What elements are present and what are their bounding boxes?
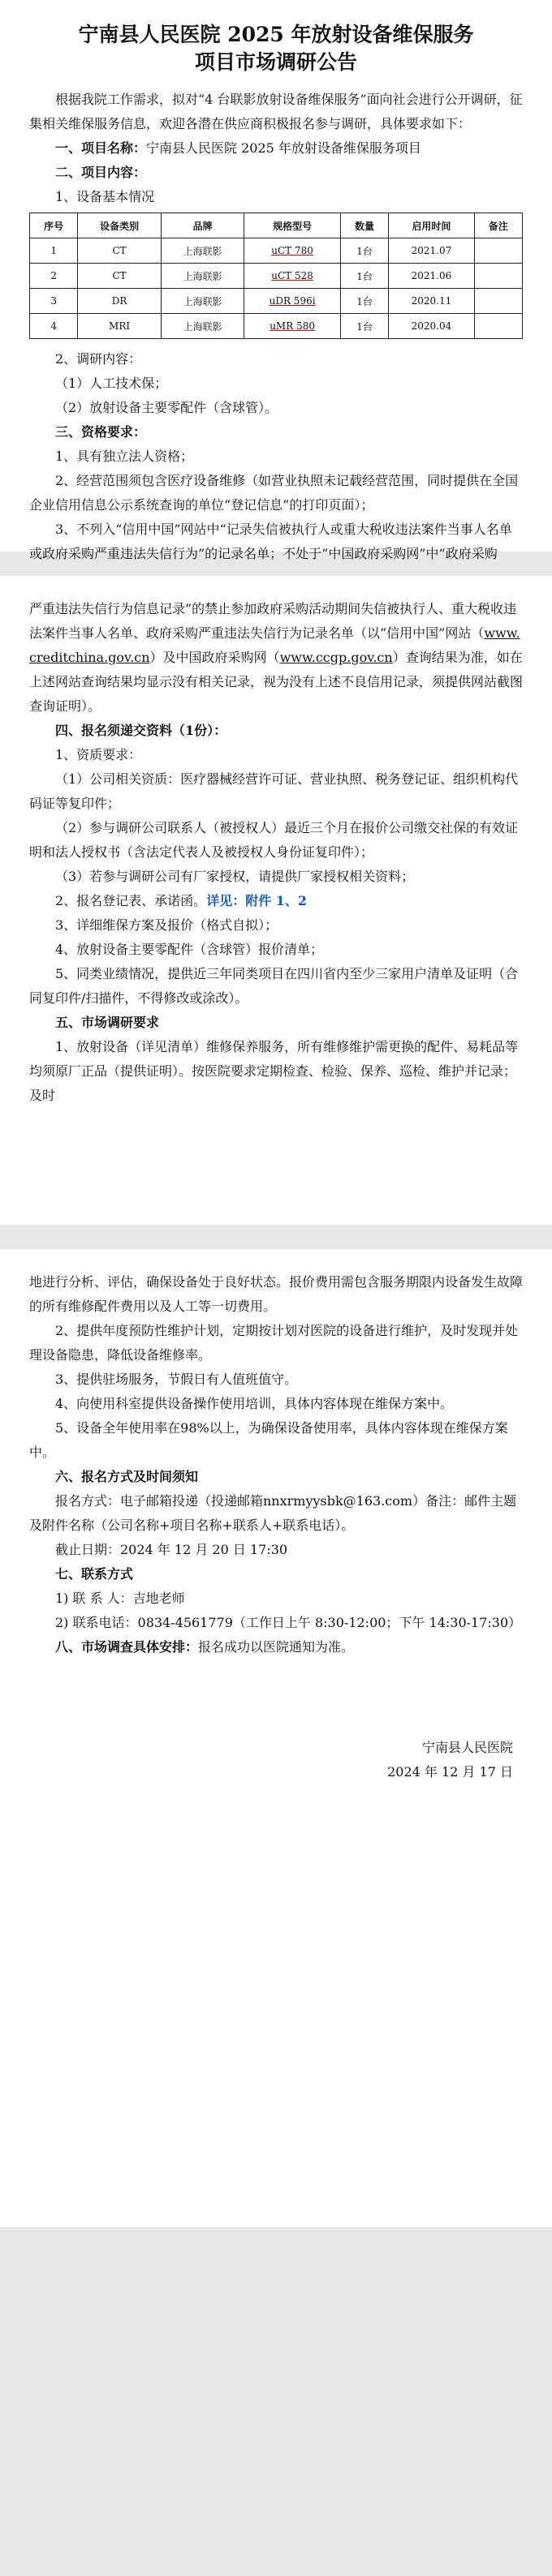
requirement-item-4: 4、向使用科室提供设备操作使用培训，具体内容体现在维保方案中。 (55, 1396, 454, 1411)
cell-model: uCT 528 (244, 264, 341, 289)
cell-brand: 上海联影 (161, 264, 244, 289)
qualification-text: ）及中国政府采购网（ (149, 650, 280, 665)
creditchina-link[interactable]: www.creditchina.gov.cn (29, 625, 520, 665)
cell-category: DR (78, 289, 161, 314)
intro-paragraph: 根据我院工作需求，拟对“4 台联影放射设备维保服务”面向社会进行公开调研，征集相关维保服务信息，欢迎各潜在供应商积极报名参与调研，具体要求如下： (29, 92, 523, 131)
registration-method: 报名方式：电子邮箱投递（投递邮箱nnxrmyysbk@163.com）备注：邮件主题及附件名称（公司名称+项目名称+联系人+联系电话）。 (29, 1493, 517, 1533)
qualification-item-3-part-1: 3、不列入“信用中国”网站中“记录失信被执行人或重大税收违法案件当事人名单或政府采购严重违法失信行为”的记录名单；不处于“中国政府采购网”中“政府采购 (29, 522, 512, 561)
cell-start-date: 2021.06 (389, 264, 474, 289)
cell-remark (474, 314, 522, 339)
cell-model: uCT 780 (244, 238, 341, 264)
materials-item-3: 3、详细维保方案及报价（格式自拟）； (55, 917, 278, 933)
qualification-item-2: 2、经营范围须包含医疗设备维修（如营业执照未记载经营范围，同时提供在全国企业信用信息公示系统查询的单位“登记信息”的打印页面）； (29, 473, 519, 513)
materials-item-4: 4、放射设备主要零配件（含球管）报价清单； (55, 942, 324, 957)
cell-quantity: 1台 (340, 264, 388, 289)
th-quantity: 数量 (340, 213, 388, 238)
title-line-1: 宁南县人民医院 2025 年放射设备维保服务 (78, 23, 474, 46)
section-4-heading: 四、报名须递交资料（1份）： (55, 723, 227, 738)
materials-qual-3: （3）若参与调研公司有厂家授权，请提供厂家授权相关资料； (55, 869, 415, 884)
document-page-2 (0, 576, 552, 1225)
project-name (29, 136, 523, 161)
table-row (30, 289, 523, 314)
materials-sub-1: 1、资质要求： (55, 747, 142, 762)
section-7-heading: 七、联系方式 (55, 1566, 134, 1582)
table-row (30, 264, 523, 289)
section-6-heading: 六、报名方式及时间须知 (55, 1469, 199, 1484)
cell-remark (474, 289, 522, 314)
qualification-text: ）查询结果为准，如在上述网站查询结果均显示没有相关记录，视为没有上述不良信用记录，须提供网站截图查询证明）。 (29, 650, 524, 714)
document-page-3 (0, 1249, 552, 2227)
section-2-sub-2: 2、调研内容： (55, 351, 142, 367)
cell-category: CT (78, 238, 161, 264)
cell-index: 2 (30, 264, 78, 289)
cell-index: 3 (30, 289, 78, 314)
materials-qual-2: （2）参与调研公司联系人（被授权人）最近三个月在报价公司缴交社保的有效证明和法人授权书（含法定代表人及被授权人身份证复印件）； (29, 820, 519, 860)
th-start-date: 启用时间 (389, 213, 474, 238)
section-8-heading: 八、市场调查具体安排： (55, 1639, 199, 1655)
cell-brand: 上海联影 (161, 238, 244, 264)
registration-deadline: 截止日期：2024 年 12 月 20 日 17:30 (55, 1542, 288, 1557)
cell-index: 1 (30, 238, 78, 264)
th-remark: 备注 (474, 213, 522, 238)
contact-phone: 2) 联系电话：0834-4561779（工作日上午 8:30-12:00；下午 14:30-17:30） (55, 1615, 522, 1630)
cell-brand: 上海联影 (161, 289, 244, 314)
qualification-text: 严重违法失信行为信息记录”的禁止参加政府采购活动期间失信被执行人、重大税收违法案件当事人名单、政府采购严重违法失信行为记录名单（以“信用中国”网站（ (29, 601, 517, 641)
requirement-item-3: 3、提供驻场服务，节假日有人值班值守。 (55, 1372, 298, 1387)
th-index: 序号 (30, 213, 78, 238)
page-gap (0, 1225, 552, 1249)
section-2-sub-1: 1、设备基本情况 (55, 189, 155, 204)
cell-start-date: 2021.07 (389, 238, 474, 264)
materials-qual-1: （1）公司相关资质：医疗器械经营许可证、营业执照、税务登记证、组织机构代码证等复印件； (29, 771, 519, 811)
cell-category: CT (78, 264, 161, 289)
cell-model: uMR 580 (244, 314, 341, 339)
requirement-item-1-part-2: 地进行分析、评估，确保设备处于良好状态。报价费用需包含服务期限内设备发生故障的所有维修配件费用以及人工等一切费用。 (29, 1274, 524, 1314)
requirement-item-5: 5、设备全年使用率在98%以上，为确保设备使用率，具体内容体现在维保方案中。 (29, 1420, 508, 1460)
section-8 (29, 1635, 523, 1659)
requirement-item-2: 2、提供年度预防性维护计划，定期按计划对医院的设备进行维护，及时发现并处理设备隐患，降低设备维修率。 (29, 1323, 519, 1363)
requirement-item-1-part-1: 1、放射设备（详见清单）维修保养服务，所有维修维护需更换的配件、易耗品等均须原厂正品（提供证明）。按医院要求定期检查、检验、保养、巡检、维护并记录；及时 (29, 1039, 519, 1103)
section-5-heading: 五、市场调研要求 (55, 1015, 160, 1030)
signature-block (387, 1736, 513, 1784)
contact-person: 1) 联 系 人：吉地老师 (55, 1591, 185, 1606)
cell-quantity: 1台 (340, 314, 388, 339)
table-row (30, 314, 523, 339)
cell-category: MRI (78, 314, 161, 339)
section-8-text: 报名成功以医院通知为准。 (198, 1639, 355, 1655)
section-2-heading: 二、项目内容： (55, 165, 147, 180)
attachment-reference: 详见：附件 1、2 (206, 893, 308, 908)
th-brand: 品牌 (161, 213, 244, 238)
title-line-2: 项目市场调研公告 (194, 50, 357, 74)
research-item-2: （2）放射设备主要零配件（含球管）。 (55, 400, 278, 415)
cell-start-date: 2020.04 (389, 314, 474, 339)
ccgp-link[interactable]: www.ccgp.gov.cn (279, 650, 393, 665)
materials-item-2-text: 2、报名登记表、承诺函。 (55, 893, 207, 908)
cell-quantity: 1台 (340, 238, 388, 264)
cell-quantity: 1台 (340, 289, 388, 314)
th-model: 规格型号 (244, 213, 341, 238)
materials-item-2 (29, 889, 523, 913)
signature-date: 2024 年 12 月 17 日 (387, 1764, 513, 1780)
equipment-table (29, 213, 523, 339)
materials-item-5: 5、同类业绩情况，提供近三年同类项目在四川省内至少三家用户清单及证明（合同复印件/扫描件，不得修改或涂改）。 (29, 966, 519, 1006)
signature-organization: 宁南县人民医院 (421, 1740, 513, 1755)
cell-remark (474, 264, 522, 289)
cell-index: 4 (30, 314, 78, 339)
page-title (29, 21, 523, 76)
section-3-heading: 三、资格要求： (55, 424, 147, 440)
cell-model: uDR 596i (244, 289, 341, 314)
cell-brand: 上海联影 (161, 314, 244, 339)
research-item-1: （1）人工技术保； (55, 376, 168, 391)
project-name-label: 一、项目名称： (55, 140, 147, 156)
th-category: 设备类别 (78, 213, 161, 238)
project-name-value: 宁南县人民医院 2025 年放射设备维保服务项目 (146, 140, 421, 156)
qualification-item-1: 1、具有独立法人资格； (55, 449, 194, 464)
table-header-row (30, 213, 523, 238)
qualification-item-3-part-2 (29, 597, 523, 719)
cell-start-date: 2020.11 (389, 289, 474, 314)
cell-remark (474, 238, 522, 264)
table-row (30, 238, 523, 264)
document-page-1 (0, 0, 552, 561)
